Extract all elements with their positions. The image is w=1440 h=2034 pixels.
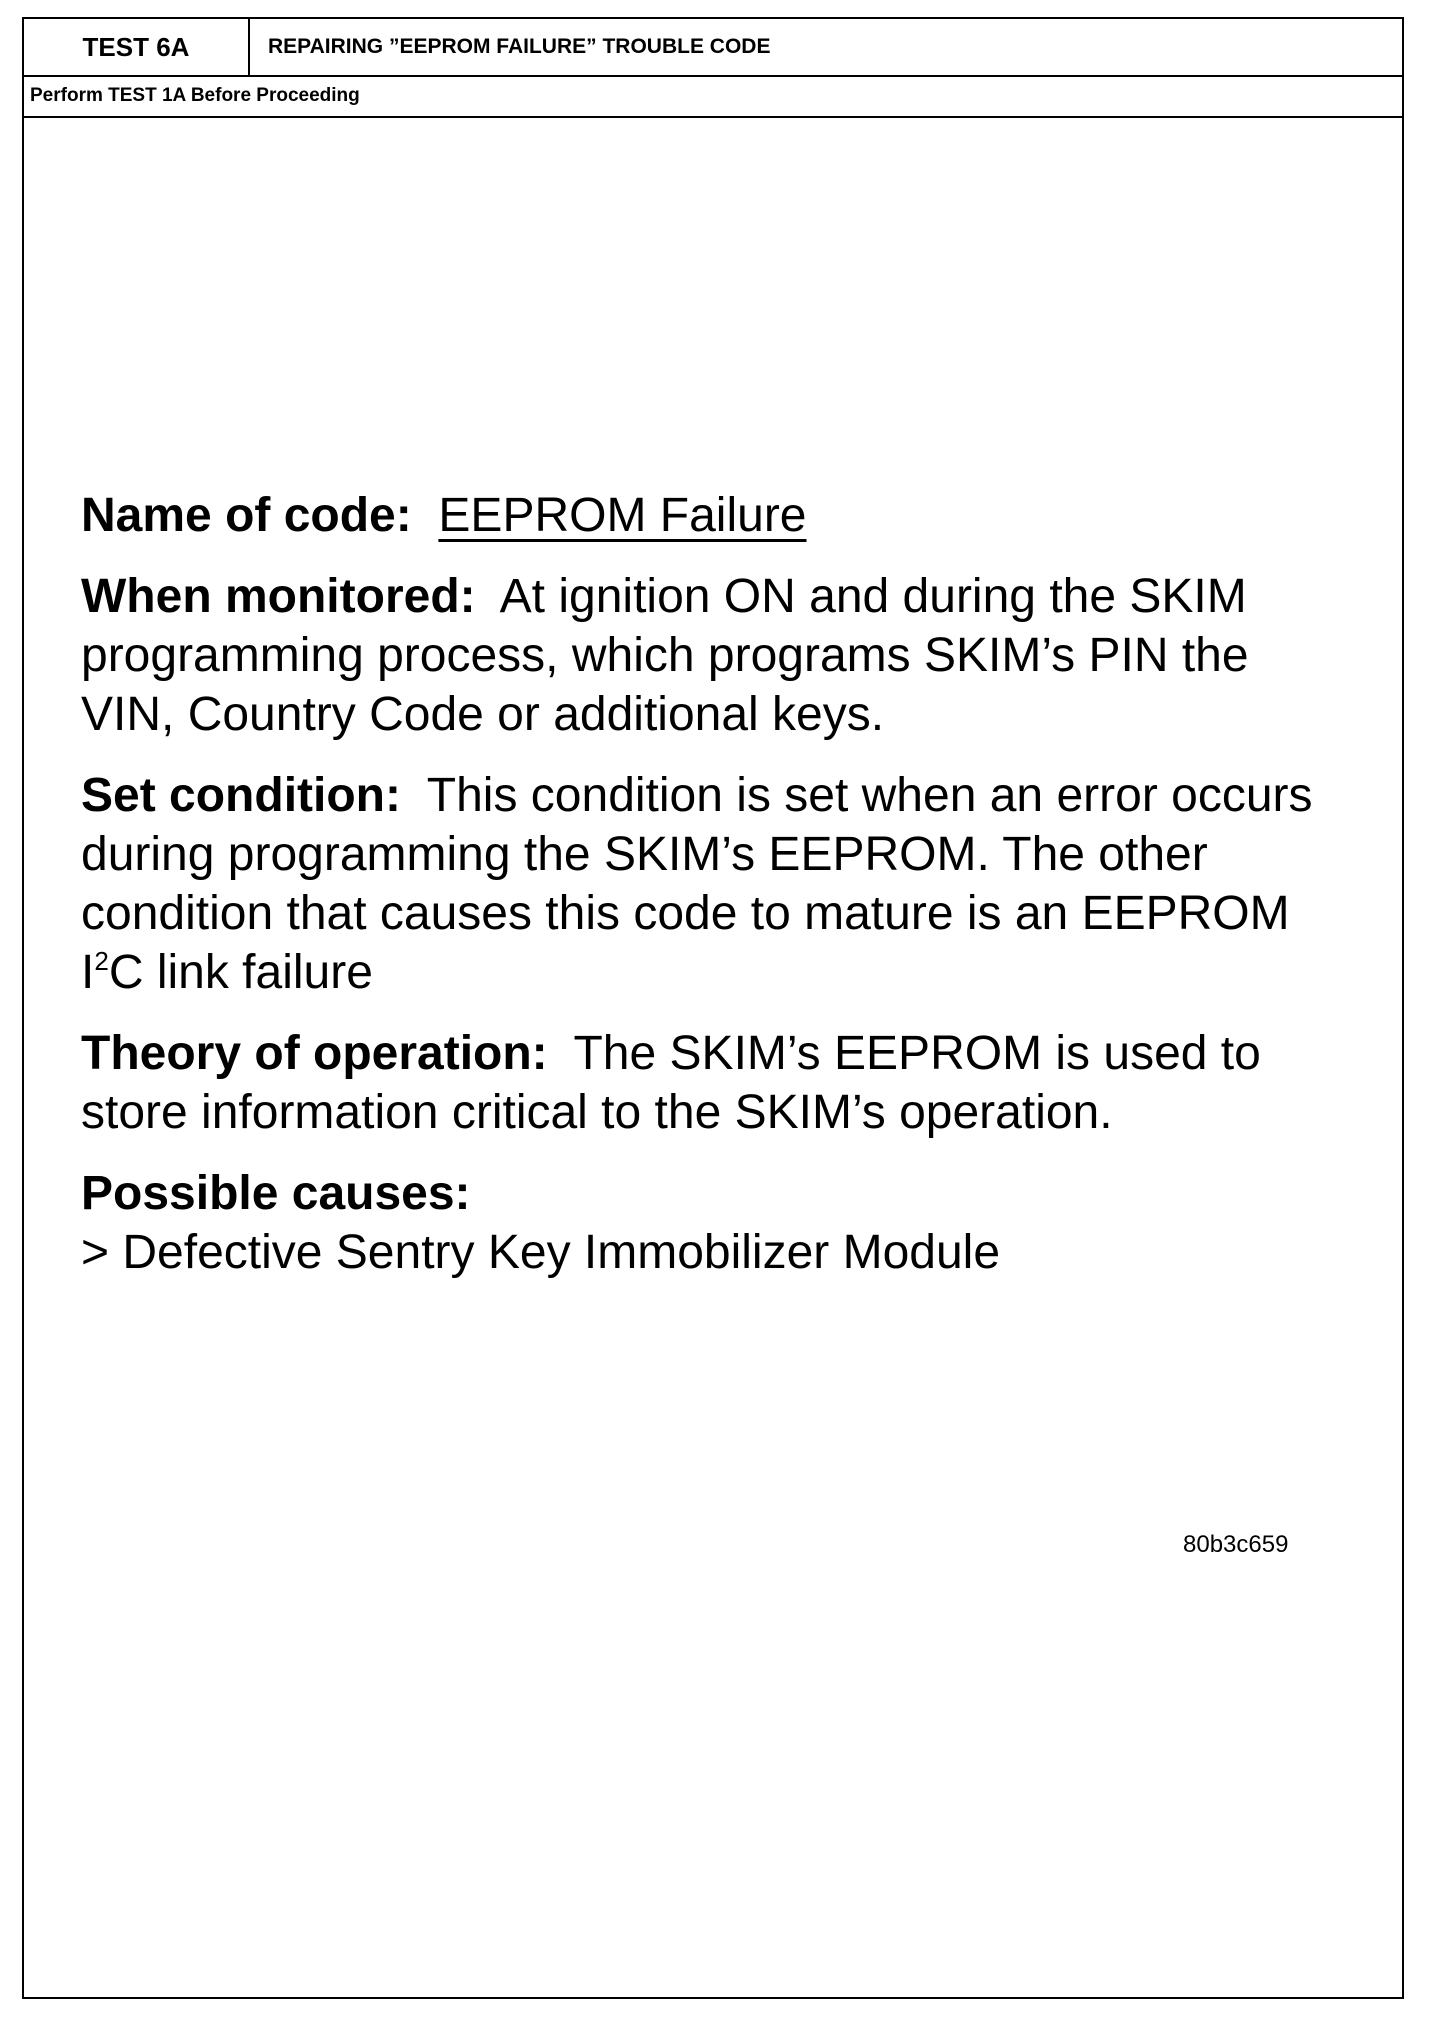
possible-cause-item: > Defective Sentry Key Immobilizer Module	[81, 1226, 1001, 1279]
set-condition-text-end: C link failure	[108, 946, 373, 999]
prerequisite-row	[24, 77, 1402, 118]
name-of-code-section	[81, 486, 1346, 545]
superscript-two: 2	[94, 946, 109, 976]
set-condition-text: This condition is set when an error occurs during programming the SKIM’s EEPROM. The other condition that causes this code to mature is an EEPROM I	[81, 769, 1313, 999]
name-of-code-value: EEPROM Failure	[438, 489, 807, 542]
theory-of-operation-text: The SKIM’s EEPROM is used to store information critical to the SKIM’s operation.	[81, 1027, 1261, 1139]
test-title: REPAIRING ”EEPROM FAILURE” TROUBLE CODE	[268, 35, 771, 58]
when-monitored-section	[81, 567, 1346, 744]
possible-causes-section	[81, 1164, 1346, 1282]
theory-of-operation-section	[81, 1024, 1346, 1142]
name-of-code-label: Name of code:	[81, 489, 412, 542]
code-description	[81, 486, 1346, 1304]
prerequisite-note: Perform TEST 1A Before Proceeding	[30, 85, 360, 106]
when-monitored-label: When monitored:	[81, 570, 476, 623]
theory-of-operation-label: Theory of operation:	[81, 1027, 548, 1080]
test-id: TEST 6A	[24, 19, 250, 75]
header-row	[24, 19, 1402, 77]
possible-causes-label: Possible causes:	[81, 1167, 471, 1220]
when-monitored-text: At ignition ON and during the SKIM programming process, which programs SKIM’s PIN the VIN, Country Code or additional keys.	[81, 570, 1249, 741]
set-condition-section	[81, 766, 1346, 1002]
figure-id: 80b3c659	[1183, 1531, 1289, 1558]
set-condition-label: Set condition:	[81, 769, 401, 822]
